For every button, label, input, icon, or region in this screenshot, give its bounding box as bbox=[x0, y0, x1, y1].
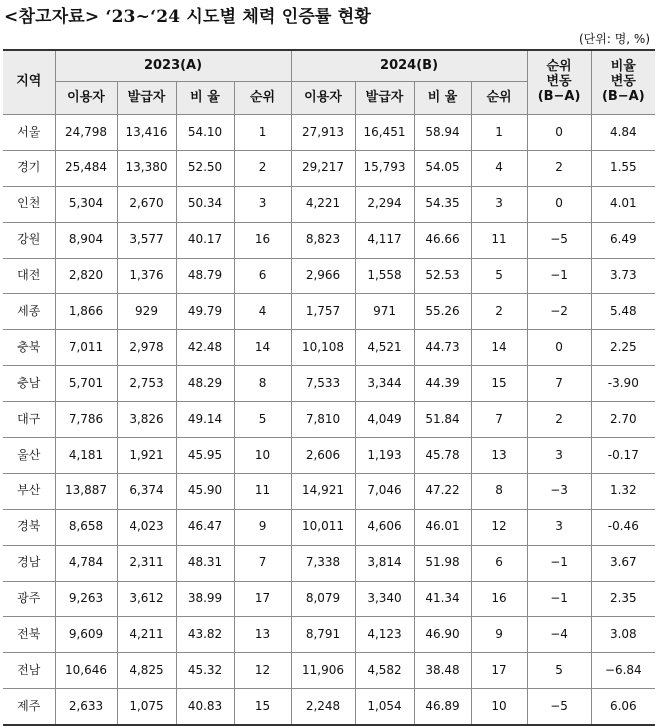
rank-change-cell: −1 bbox=[527, 258, 591, 294]
ratio-2023-cell: 48.29 bbox=[176, 366, 234, 402]
issued-2024-cell: 4,123 bbox=[355, 617, 414, 653]
header-issued-2023: 발급자 bbox=[117, 82, 176, 115]
users-2023-cell: 5,701 bbox=[55, 366, 117, 402]
ratio-change-cell: 4.01 bbox=[591, 186, 655, 222]
users-2024-cell: 10,011 bbox=[291, 509, 355, 545]
ratio-2024-cell: 51.98 bbox=[414, 545, 471, 581]
region-cell: 대전 bbox=[3, 258, 55, 294]
header-rank-change-line3: (B−A) bbox=[537, 88, 581, 104]
issued-2024-cell: 3,344 bbox=[355, 366, 414, 402]
header-issued-2024: 발급자 bbox=[355, 82, 414, 115]
header-users-2023: 이용자 bbox=[55, 82, 117, 115]
ratio-2023-cell: 48.31 bbox=[176, 545, 234, 581]
rank-2024-cell: 6 bbox=[471, 545, 527, 581]
header-ratio-change-line3: (B−A) bbox=[601, 88, 645, 104]
page-title: <참고자료> ‘23~‘24 시도별 체력 인증률 현황 bbox=[4, 7, 371, 27]
ratio-2023-cell: 40.83 bbox=[176, 689, 234, 725]
users-2024-cell: 14,921 bbox=[291, 473, 355, 509]
issued-2024-cell: 4,582 bbox=[355, 653, 414, 689]
ratio-change-cell: 5.48 bbox=[591, 294, 655, 330]
ratio-2024-cell: 54.05 bbox=[414, 150, 471, 186]
users-2023-cell: 24,798 bbox=[55, 115, 117, 151]
rank-2024-cell: 3 bbox=[471, 186, 527, 222]
issued-2024-cell: 1,054 bbox=[355, 689, 414, 725]
users-2023-cell: 25,484 bbox=[55, 150, 117, 186]
ratio-2024-cell: 41.34 bbox=[414, 581, 471, 617]
issued-2024-cell: 4,606 bbox=[355, 509, 414, 545]
header-ratio-2024: 비 율 bbox=[414, 82, 471, 115]
issued-2023-cell: 1,075 bbox=[117, 689, 176, 725]
issued-2024-cell: 15,793 bbox=[355, 150, 414, 186]
issued-2024-cell: 16,451 bbox=[355, 115, 414, 151]
users-2023-cell: 5,304 bbox=[55, 186, 117, 222]
rank-change-cell: 0 bbox=[527, 115, 591, 151]
ratio-2024-cell: 44.73 bbox=[414, 330, 471, 366]
rank-2023-cell: 6 bbox=[234, 258, 291, 294]
table-row bbox=[3, 545, 655, 581]
rank-2023-cell: 16 bbox=[234, 222, 291, 258]
table-body bbox=[3, 115, 655, 726]
ratio-2023-cell: 43.82 bbox=[176, 617, 234, 653]
issued-2024-cell: 1,558 bbox=[355, 258, 414, 294]
users-2024-cell: 4,221 bbox=[291, 186, 355, 222]
issued-2023-cell: 929 bbox=[117, 294, 176, 330]
issued-2023-cell: 4,825 bbox=[117, 653, 176, 689]
rank-change-cell: −2 bbox=[527, 294, 591, 330]
rank-2023-cell: 14 bbox=[234, 330, 291, 366]
users-2024-cell: 1,757 bbox=[291, 294, 355, 330]
users-2023-cell: 13,887 bbox=[55, 473, 117, 509]
users-2023-cell: 10,646 bbox=[55, 653, 117, 689]
region-cell: 광주 bbox=[3, 581, 55, 617]
table-row bbox=[3, 617, 655, 653]
rank-change-cell: 5 bbox=[527, 653, 591, 689]
rank-change-cell: −4 bbox=[527, 617, 591, 653]
rank-2023-cell: 2 bbox=[234, 150, 291, 186]
rank-2024-cell: 5 bbox=[471, 258, 527, 294]
ratio-change-cell: -0.46 bbox=[591, 509, 655, 545]
unit-note: (단위: 명, %) bbox=[578, 32, 650, 46]
table-row bbox=[3, 330, 655, 366]
users-2024-cell: 7,810 bbox=[291, 402, 355, 438]
users-2023-cell: 8,658 bbox=[55, 509, 117, 545]
table-row bbox=[3, 438, 655, 474]
rank-2023-cell: 10 bbox=[234, 438, 291, 474]
rank-change-cell: 0 bbox=[527, 330, 591, 366]
rank-2024-cell: 11 bbox=[471, 222, 527, 258]
issued-2023-cell: 4,023 bbox=[117, 509, 176, 545]
rank-2024-cell: 16 bbox=[471, 581, 527, 617]
ratio-change-cell: 6.06 bbox=[591, 689, 655, 725]
ratio-change-cell: 1.32 bbox=[591, 473, 655, 509]
ratio-2023-cell: 49.79 bbox=[176, 294, 234, 330]
ratio-change-cell: 3.73 bbox=[591, 258, 655, 294]
rank-2023-cell: 7 bbox=[234, 545, 291, 581]
issued-2023-cell: 2,670 bbox=[117, 186, 176, 222]
ratio-change-cell: 3.08 bbox=[591, 617, 655, 653]
issued-2023-cell: 3,826 bbox=[117, 402, 176, 438]
rank-2024-cell: 13 bbox=[471, 438, 527, 474]
rank-change-cell: −5 bbox=[527, 689, 591, 725]
issued-2023-cell: 2,978 bbox=[117, 330, 176, 366]
rank-change-cell: 0 bbox=[527, 186, 591, 222]
users-2024-cell: 10,108 bbox=[291, 330, 355, 366]
users-2024-cell: 8,791 bbox=[291, 617, 355, 653]
table-row bbox=[3, 581, 655, 617]
region-cell: 인천 bbox=[3, 186, 55, 222]
ratio-2023-cell: 45.32 bbox=[176, 653, 234, 689]
ratio-change-cell: -3.90 bbox=[591, 366, 655, 402]
header-ratio-change-line1: 비율 bbox=[610, 59, 636, 75]
table-row bbox=[3, 150, 655, 186]
ratio-2023-cell: 52.50 bbox=[176, 150, 234, 186]
rank-2024-cell: 2 bbox=[471, 294, 527, 330]
region-cell: 충남 bbox=[3, 366, 55, 402]
ratio-2023-cell: 40.17 bbox=[176, 222, 234, 258]
ratio-change-cell: 2.25 bbox=[591, 330, 655, 366]
issued-2023-cell: 13,416 bbox=[117, 115, 176, 151]
issued-2023-cell: 6,374 bbox=[117, 473, 176, 509]
rank-2023-cell: 13 bbox=[234, 617, 291, 653]
table-row bbox=[3, 258, 655, 294]
ratio-2024-cell: 46.90 bbox=[414, 617, 471, 653]
region-cell: 전남 bbox=[3, 653, 55, 689]
rank-change-cell: 2 bbox=[527, 150, 591, 186]
region-cell: 대구 bbox=[3, 402, 55, 438]
ratio-2024-cell: 45.78 bbox=[414, 438, 471, 474]
rank-change-cell: −1 bbox=[527, 545, 591, 581]
region-cell: 부산 bbox=[3, 473, 55, 509]
users-2024-cell: 11,906 bbox=[291, 653, 355, 689]
ratio-2023-cell: 50.34 bbox=[176, 186, 234, 222]
users-2023-cell: 7,786 bbox=[55, 402, 117, 438]
table-row bbox=[3, 473, 655, 509]
region-cell: 제주 bbox=[3, 689, 55, 725]
header-users-2024: 이용자 bbox=[291, 82, 355, 115]
issued-2024-cell: 7,046 bbox=[355, 473, 414, 509]
rank-2023-cell: 4 bbox=[234, 294, 291, 330]
issued-2024-cell: 4,117 bbox=[355, 222, 414, 258]
header-2024: 2024(B) bbox=[291, 50, 527, 82]
rank-2024-cell: 1 bbox=[471, 115, 527, 151]
users-2024-cell: 27,913 bbox=[291, 115, 355, 151]
users-2023-cell: 2,820 bbox=[55, 258, 117, 294]
table-row bbox=[3, 294, 655, 330]
region-cell: 전북 bbox=[3, 617, 55, 653]
region-cell: 강원 bbox=[3, 222, 55, 258]
header-ratio-change-line2: 변동 bbox=[610, 74, 636, 90]
rank-2023-cell: 3 bbox=[234, 186, 291, 222]
ratio-2023-cell: 46.47 bbox=[176, 509, 234, 545]
ratio-2023-cell: 45.95 bbox=[176, 438, 234, 474]
table-row bbox=[3, 402, 655, 438]
rank-2024-cell: 17 bbox=[471, 653, 527, 689]
rank-2024-cell: 9 bbox=[471, 617, 527, 653]
users-2023-cell: 1,866 bbox=[55, 294, 117, 330]
issued-2024-cell: 2,294 bbox=[355, 186, 414, 222]
region-cell: 충북 bbox=[3, 330, 55, 366]
table-row bbox=[3, 689, 655, 725]
ratio-2023-cell: 49.14 bbox=[176, 402, 234, 438]
rank-2024-cell: 14 bbox=[471, 330, 527, 366]
users-2024-cell: 2,966 bbox=[291, 258, 355, 294]
table-row bbox=[3, 222, 655, 258]
users-2023-cell: 8,904 bbox=[55, 222, 117, 258]
rank-2023-cell: 17 bbox=[234, 581, 291, 617]
ratio-2024-cell: 46.89 bbox=[414, 689, 471, 725]
issued-2023-cell: 13,380 bbox=[117, 150, 176, 186]
rank-2024-cell: 8 bbox=[471, 473, 527, 509]
issued-2023-cell: 1,376 bbox=[117, 258, 176, 294]
ratio-2023-cell: 45.90 bbox=[176, 473, 234, 509]
rank-2023-cell: 12 bbox=[234, 653, 291, 689]
ratio-change-cell: 3.67 bbox=[591, 545, 655, 581]
users-2023-cell: 7,011 bbox=[55, 330, 117, 366]
issued-2024-cell: 1,193 bbox=[355, 438, 414, 474]
rank-2023-cell: 5 bbox=[234, 402, 291, 438]
ratio-change-cell: 2.35 bbox=[591, 581, 655, 617]
rank-change-cell: 2 bbox=[527, 402, 591, 438]
region-cell: 세종 bbox=[3, 294, 55, 330]
rank-2023-cell: 11 bbox=[234, 473, 291, 509]
users-2023-cell: 4,181 bbox=[55, 438, 117, 474]
users-2024-cell: 7,338 bbox=[291, 545, 355, 581]
ratio-2024-cell: 38.48 bbox=[414, 653, 471, 689]
rank-2024-cell: 12 bbox=[471, 509, 527, 545]
users-2023-cell: 9,609 bbox=[55, 617, 117, 653]
ratio-2024-cell: 46.01 bbox=[414, 509, 471, 545]
rank-2023-cell: 8 bbox=[234, 366, 291, 402]
table-row bbox=[3, 509, 655, 545]
ratio-change-cell: -0.17 bbox=[591, 438, 655, 474]
header-2023: 2023(A) bbox=[55, 50, 291, 82]
rank-2024-cell: 7 bbox=[471, 402, 527, 438]
rank-change-cell: −3 bbox=[527, 473, 591, 509]
ratio-2023-cell: 38.99 bbox=[176, 581, 234, 617]
table-row bbox=[3, 186, 655, 222]
users-2024-cell: 7,533 bbox=[291, 366, 355, 402]
table-row bbox=[3, 115, 655, 151]
region-cell: 울산 bbox=[3, 438, 55, 474]
ratio-change-cell: 4.84 bbox=[591, 115, 655, 151]
issued-2024-cell: 4,049 bbox=[355, 402, 414, 438]
region-cell: 서울 bbox=[3, 115, 55, 151]
header-row-years bbox=[3, 50, 655, 82]
region-cell: 경기 bbox=[3, 150, 55, 186]
ratio-2024-cell: 44.39 bbox=[414, 366, 471, 402]
issued-2023-cell: 3,612 bbox=[117, 581, 176, 617]
issued-2023-cell: 3,577 bbox=[117, 222, 176, 258]
issued-2024-cell: 4,521 bbox=[355, 330, 414, 366]
issued-2023-cell: 1,921 bbox=[117, 438, 176, 474]
issued-2023-cell: 4,211 bbox=[117, 617, 176, 653]
rank-change-cell: −1 bbox=[527, 581, 591, 617]
rank-change-cell: −5 bbox=[527, 222, 591, 258]
ratio-2023-cell: 54.10 bbox=[176, 115, 234, 151]
ratio-2024-cell: 58.94 bbox=[414, 115, 471, 151]
issued-2023-cell: 2,311 bbox=[117, 545, 176, 581]
rank-2024-cell: 15 bbox=[471, 366, 527, 402]
rank-2024-cell: 4 bbox=[471, 150, 527, 186]
ratio-2024-cell: 55.26 bbox=[414, 294, 471, 330]
users-2024-cell: 8,079 bbox=[291, 581, 355, 617]
users-2023-cell: 9,263 bbox=[55, 581, 117, 617]
certification-table bbox=[3, 49, 655, 726]
ratio-2024-cell: 47.22 bbox=[414, 473, 471, 509]
rank-2023-cell: 9 bbox=[234, 509, 291, 545]
ratio-change-cell: −6.84 bbox=[591, 653, 655, 689]
rank-2023-cell: 15 bbox=[234, 689, 291, 725]
issued-2024-cell: 3,340 bbox=[355, 581, 414, 617]
users-2024-cell: 8,823 bbox=[291, 222, 355, 258]
header-ratio-change bbox=[591, 50, 655, 115]
users-2024-cell: 2,248 bbox=[291, 689, 355, 725]
users-2023-cell: 4,784 bbox=[55, 545, 117, 581]
users-2024-cell: 2,606 bbox=[291, 438, 355, 474]
ratio-2024-cell: 54.35 bbox=[414, 186, 471, 222]
rank-change-cell: 3 bbox=[527, 438, 591, 474]
rank-change-cell: 7 bbox=[527, 366, 591, 402]
header-rank-2023: 순위 bbox=[234, 82, 291, 115]
region-cell: 경남 bbox=[3, 545, 55, 581]
ratio-2024-cell: 46.66 bbox=[414, 222, 471, 258]
rank-change-cell: 3 bbox=[527, 509, 591, 545]
ratio-change-cell: 6.49 bbox=[591, 222, 655, 258]
ratio-2023-cell: 42.48 bbox=[176, 330, 234, 366]
users-2024-cell: 29,217 bbox=[291, 150, 355, 186]
users-2023-cell: 2,633 bbox=[55, 689, 117, 725]
rank-2024-cell: 10 bbox=[471, 689, 527, 725]
header-rank-change-line2: 변동 bbox=[546, 74, 572, 90]
ratio-2023-cell: 48.79 bbox=[176, 258, 234, 294]
region-cell: 경북 bbox=[3, 509, 55, 545]
rank-2023-cell: 1 bbox=[234, 115, 291, 151]
ratio-change-cell: 2.70 bbox=[591, 402, 655, 438]
header-rank-change bbox=[527, 50, 591, 115]
issued-2024-cell: 3,814 bbox=[355, 545, 414, 581]
header-region: 지역 bbox=[3, 50, 55, 115]
issued-2023-cell: 2,753 bbox=[117, 366, 176, 402]
ratio-change-cell: 1.55 bbox=[591, 150, 655, 186]
table-row bbox=[3, 366, 655, 402]
ratio-2024-cell: 52.53 bbox=[414, 258, 471, 294]
header-rank-2024: 순위 bbox=[471, 82, 527, 115]
issued-2024-cell: 971 bbox=[355, 294, 414, 330]
header-rank-change-line1: 순위 bbox=[546, 59, 572, 75]
ratio-2024-cell: 51.84 bbox=[414, 402, 471, 438]
header-ratio-2023: 비 율 bbox=[176, 82, 234, 115]
table-row bbox=[3, 653, 655, 689]
